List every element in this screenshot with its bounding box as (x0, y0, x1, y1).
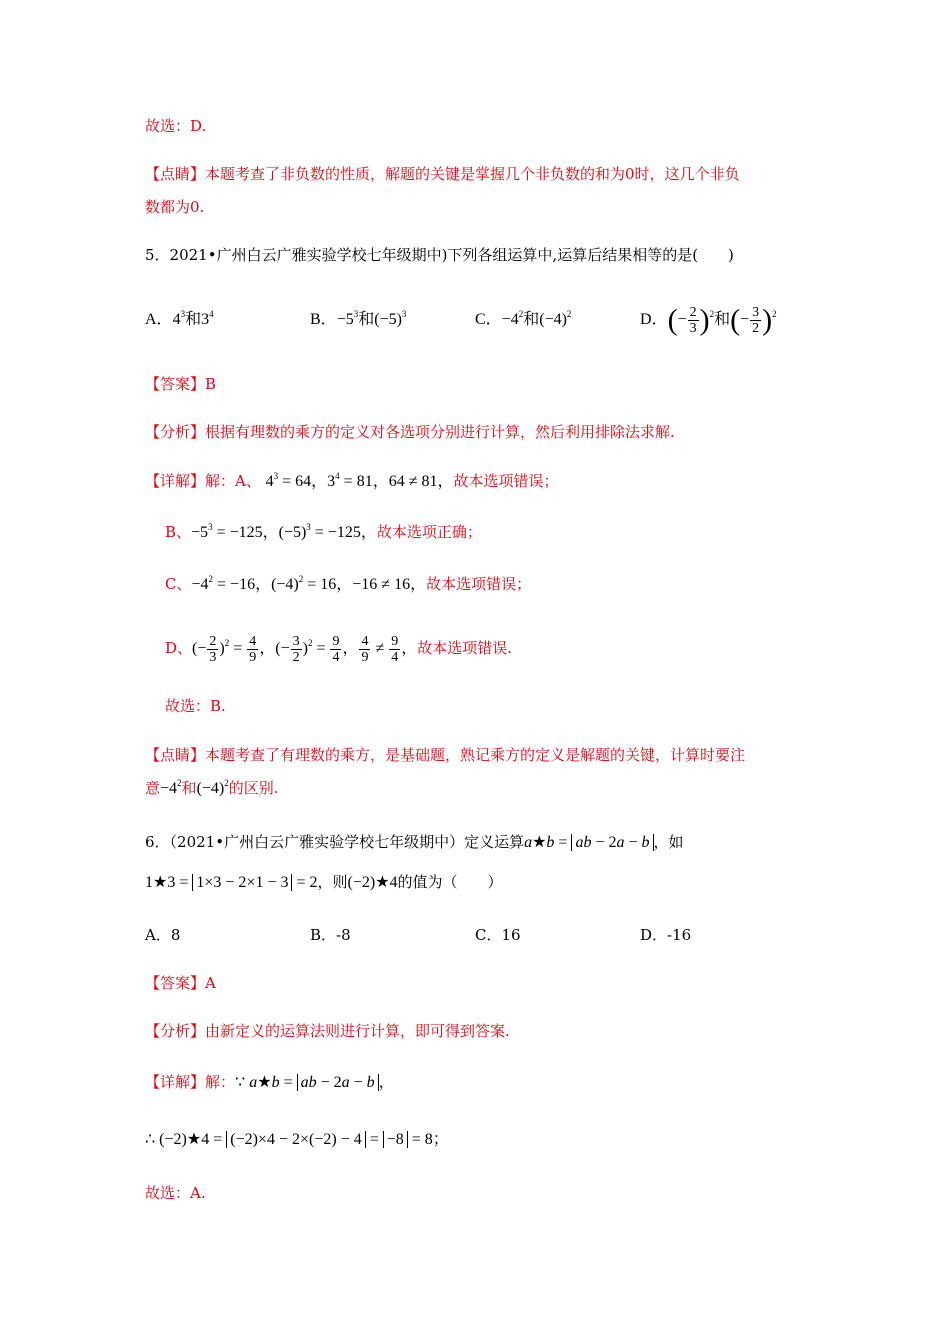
note-text: 本题考查了非负数的性质，解题的关键是掌握几个非负数的和为0时，这几个非负 (205, 165, 740, 183)
question-5-stem: 5．2021•广州白云广雅实验学校七年级期中)下列各组运算中,运算后结果相等的是( ) (145, 246, 734, 264)
note-line-1 (145, 164, 740, 184)
q5-detail-b: B、$-5^3 = -125$，$(-5)^3 = -125$，故本选项正确； (165, 522, 482, 541)
q5-note-line-2: 意$-4^2$和$(-4)^2$的区别. (145, 778, 279, 797)
question-6-stem-1: 6．（2021•广州白云广雅实验学校七年级期中）定义运算a★b = ab − 2a − b ，如 (145, 833, 684, 851)
q5-option-b[interactable]: B．$-5^3$和$(-5)^3$ (310, 309, 407, 328)
q6-option-b[interactable]: B．-8 (310, 926, 351, 944)
q6-option-d[interactable]: D．-16 (640, 926, 692, 944)
note-tag: 【点睛】 (145, 165, 206, 183)
q5-analysis: 【分析】根据有理数的乘方的定义对各选项分别进行计算，然后利用排除法求解. (145, 423, 675, 441)
q5-answer: 【答案】B (145, 375, 217, 393)
q6-option-c[interactable]: C．16 (475, 926, 521, 944)
q6-answer: 【答案】A (145, 974, 216, 992)
q6-detail-2: ∴ (−2)★4 = (−2)×4 − 2×(−2) − 4 = −8 = 8； (145, 1131, 449, 1148)
q5-option-a[interactable]: A．$4^3$和$3^4$ (145, 309, 214, 328)
question-6-stem-2: 1★3 = 1×3 − 2×1 − 3 = 2，则(−2)★4的值为（ ） (145, 873, 503, 891)
q5-detail-a: 【详解】解：A、 $4^3 = 64$，$3^4 = 81$，64 ≠ 81，故本选项错误； (145, 471, 559, 490)
q5-detail-c: C、$-4^2 = -16$，$(-4)^2 = 16$，−16 ≠ 16，故本选项错误； (165, 574, 532, 593)
q5-option-d[interactable]: D．(− $\frac{2}{3}$ )$^2$和(− $\frac{3}{2}$ )$^2$ (640, 303, 777, 337)
q6-detail-1: 【详解】解：∵ a★b = ab − 2a − b ， (145, 1073, 395, 1091)
q5-select: 故选：B. (165, 697, 226, 715)
q6-option-a[interactable]: A．8 (145, 926, 181, 944)
select-d-line: 故选：D. (145, 117, 207, 135)
q6-analysis: 【分析】由新定义的运算法则进行计算，即可得到答案. (145, 1022, 510, 1040)
q6-select: 故选：A. (145, 1184, 206, 1202)
note-line-2: 数都为0. (145, 198, 205, 216)
q5-option-c[interactable]: C．$-4^2$和$(-4)^2$ (475, 309, 572, 328)
q5-detail-d: D、(− $\frac{2}{3}$ )$^2$ = $\frac{4}{9}$ ，(− $\frac{3}{2}$ )$^2$ = $\frac{9}{4}$ ， $\frac{4}{9}$ ≠ $\frac{9}{4}$ ，故本选项错误. (165, 634, 513, 665)
q5-note-line-1: 【点睛】本题考查了有理数的乘方，是基础题，熟记乘方的定义是解题的关键，计算时要注 (145, 746, 746, 764)
